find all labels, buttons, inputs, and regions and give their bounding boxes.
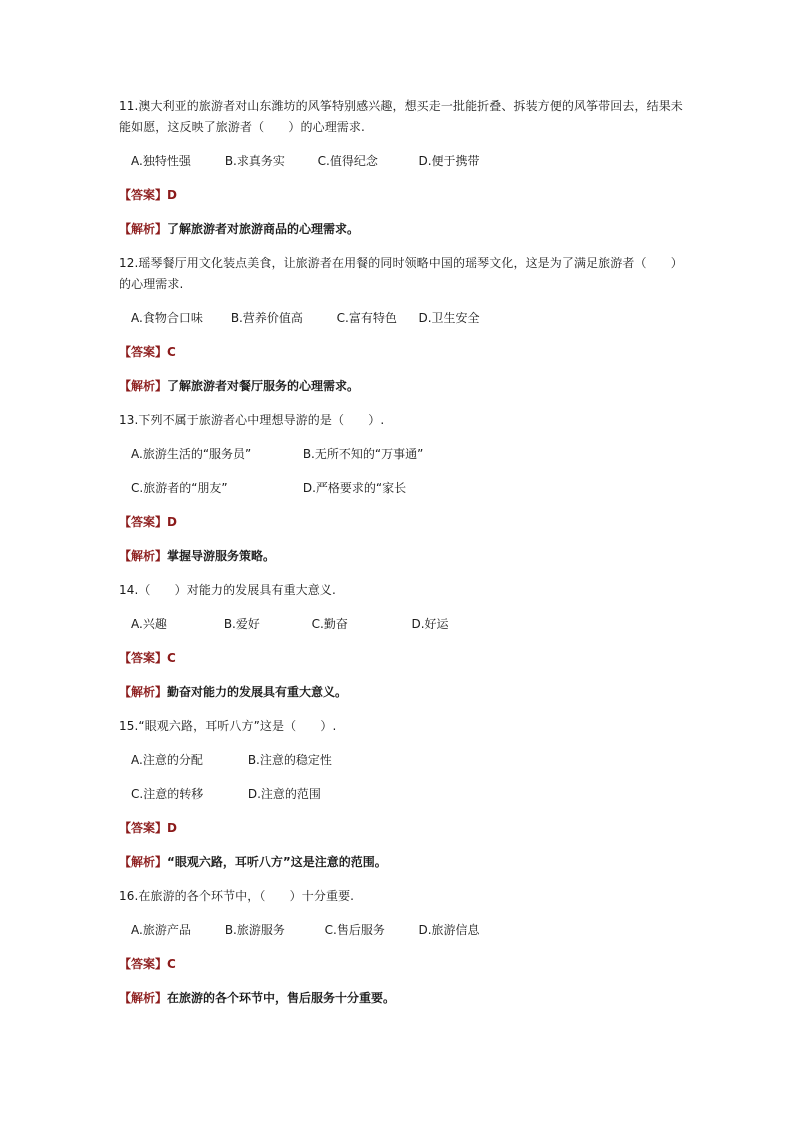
explanation-line: [119, 988, 689, 1009]
explanation-tag: 【解析】: [119, 549, 168, 563]
question-stem: 11.澳大利亚的旅游者对山东潍坊的风筝特别感兴趣，想买走一批能折叠、拆装方便的风筝带回去，结果未能如愿，这反映了旅游者（ ）的心理需求.: [119, 99, 683, 134]
options-row: [131, 750, 689, 771]
answer-tag: 【答案】: [119, 821, 168, 835]
answer-value: C: [167, 957, 176, 971]
answer-value: C: [167, 345, 176, 359]
explanation-text: 勤奋对能力的发展具有重大意义。: [167, 685, 348, 699]
options-row: [131, 784, 689, 805]
option-a: A.独特性强: [131, 154, 191, 168]
explanation-tag: 【解析】: [119, 379, 168, 393]
answer-tag: 【答案】: [119, 515, 168, 529]
option-d: D.便于携带: [418, 154, 480, 168]
option-a: A.食物合口味: [131, 311, 203, 325]
answer-tag: 【答案】: [119, 345, 168, 359]
option-b: B.营养价值高: [230, 311, 303, 325]
answer-line: [119, 954, 689, 975]
explanation-tag: 【解析】: [119, 855, 168, 869]
option-a: A.兴趣: [131, 617, 167, 631]
question-12: [119, 253, 689, 397]
answer-value: D: [167, 515, 177, 529]
explanation-tag: 【解析】: [119, 991, 168, 1005]
question-stem: 13.下列不属于旅游者心中理想导游的是（ ）.: [119, 413, 385, 427]
question-stem: 14.（ ）对能力的发展具有重大意义.: [119, 583, 336, 597]
question-stem: 16.在旅游的各个环节中，（ ）十分重要.: [119, 889, 355, 903]
explanation-tag: 【解析】: [119, 222, 168, 236]
explanation-line: [119, 682, 689, 703]
answer-line: [119, 512, 689, 533]
question-15: [119, 716, 689, 873]
option-b: B.注意的稳定性: [247, 753, 332, 767]
explanation-text: 在旅游的各个环节中，售后服务十分重要。: [167, 991, 396, 1005]
option-a: A.旅游产品: [131, 923, 191, 937]
explanation-line: [119, 376, 689, 397]
question-11: [119, 96, 689, 240]
question-13: [119, 410, 689, 567]
explanation-line: [119, 219, 689, 240]
answer-value: C: [167, 651, 176, 665]
option-d: D.卫生安全: [418, 311, 480, 325]
explanation-text: “眼观六路，耳听八方”这是注意的范围。: [167, 855, 387, 869]
option-a: A.注意的分配: [131, 753, 203, 767]
options-row: [131, 444, 689, 465]
explanation-line: [119, 852, 689, 873]
options-row: [131, 920, 689, 941]
explanation-text: 了解旅游者对餐厅服务的心理需求。: [167, 379, 360, 393]
option-c: C.售后服务: [324, 923, 385, 937]
answer-line: [119, 342, 689, 363]
answer-line: [119, 648, 689, 669]
option-c: C.注意的转移: [131, 787, 204, 801]
question-stem: 12.瑶琴餐厅用文化装点美食，让旅游者在用餐的同时领略中国的瑶琴文化，这是为了满足旅游者（ ）的心理需求.: [119, 256, 683, 291]
answer-value: D: [167, 821, 177, 835]
question-list: [119, 96, 689, 1022]
answer-tag: 【答案】: [119, 188, 168, 202]
explanation-text: 了解旅游者对旅游商品的心理需求。: [167, 222, 360, 236]
explanation-text: 掌握导游服务策略。: [167, 549, 276, 563]
option-d: D.好运: [411, 617, 449, 631]
option-b: B.旅游服务: [224, 923, 285, 937]
question-14: [119, 580, 689, 703]
option-d: D.严格要求的“家长: [302, 481, 407, 495]
question-16: [119, 886, 689, 1009]
option-b: B.求真务实: [224, 154, 285, 168]
options-row: [131, 151, 689, 172]
option-d: D.注意的范围: [247, 787, 321, 801]
option-a: A.旅游生活的“服务员”: [131, 447, 252, 461]
option-c: C.旅游者的“朋友”: [131, 481, 228, 495]
answer-tag: 【答案】: [119, 957, 168, 971]
option-b: B.无所不知的“万事通”: [302, 447, 424, 461]
option-c: C.值得纪念: [317, 154, 378, 168]
explanation-tag: 【解析】: [119, 685, 168, 699]
option-b: B.爱好: [223, 617, 260, 631]
options-row: [131, 478, 689, 499]
option-c: C.勤奋: [311, 617, 348, 631]
explanation-line: [119, 546, 689, 567]
answer-value: D: [167, 188, 177, 202]
answer-line: [119, 818, 689, 839]
options-row: [131, 308, 689, 329]
answer-line: [119, 185, 689, 206]
option-d: D.旅游信息: [418, 923, 480, 937]
option-c: C.富有特色: [336, 311, 397, 325]
answer-tag: 【答案】: [119, 651, 168, 665]
options-row: [131, 614, 689, 635]
question-stem: 15.“眼观六路，耳听八方”这是（ ）.: [119, 719, 337, 733]
